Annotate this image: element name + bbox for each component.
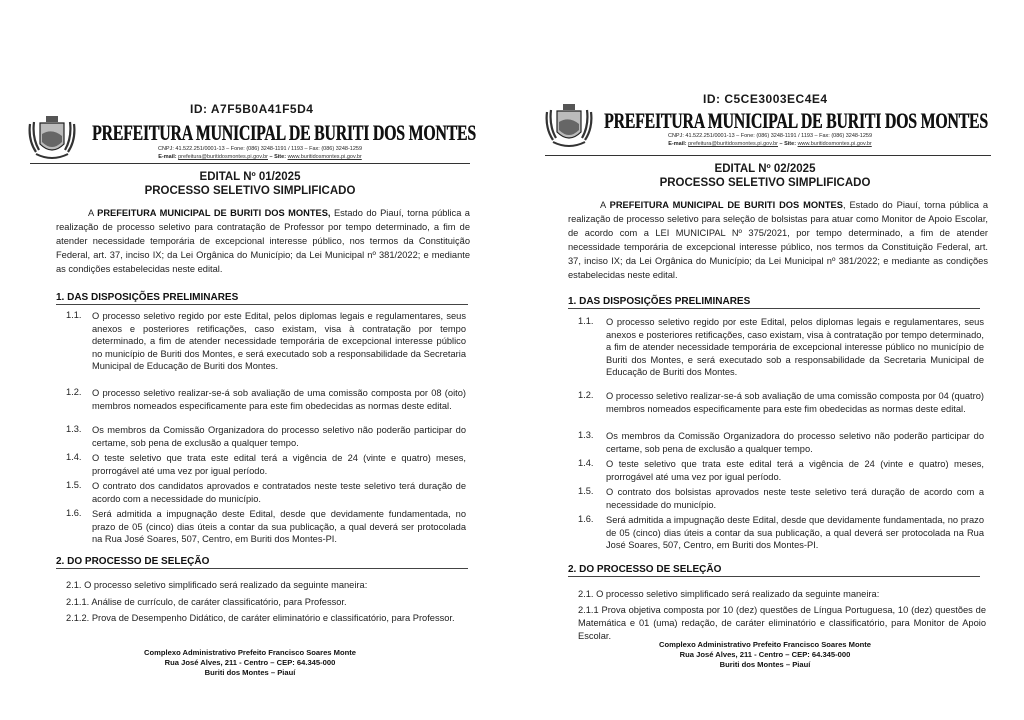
item-text: O contrato dos bolsistas aprovados neste teste seletivo terá duração de acordo com a necessidade do município. [606,487,984,510]
item-number: 1.6. [66,508,82,518]
intro-lead: A [88,208,98,218]
edital-subtitle: PROCESSO SELETIVO SIMPLIFICADO [144,185,356,197]
section-2-heading: 2. DO PROCESSO DE SELEÇÃO [568,564,980,577]
email-label: E-mail: [158,154,177,160]
site-label: – Site: [269,154,287,160]
site-link[interactable]: www.buritidosmontes.pi.gov.br [797,141,872,147]
intro-lead: A [600,200,610,210]
intro-rest: Estado do Piauí, torna pública a realização de processo seletivo para contratação de Professor por tempo determinado, a fim de atender necessidade temporária de excepcional interesse público, nos termos da Constituição Federal, art. 37, inciso IX; da Lei Orgânica do Município; da Lei Municipal nº 381/2022; e mediante as condições estabelecidas neste edital. [56,208,470,274]
section-2-heading: 2. DO PROCESSO DE SELEÇÃO [56,556,468,569]
email-link[interactable]: prefeitura@buritidosmontes.pi.gov.br [688,141,778,147]
item-text: Será admitida a impugnação deste Edital, desde que devidamente fundamentada, no prazo de 05 (cinco) dias úteis a contar da sua publicação, a qual deverá ser protocolada na Rua José Soares, 507, Centro, em Buriti dos Montes-PI. [606,515,984,551]
site-link[interactable]: www.buritidosmontes.pi.gov.br [287,154,362,160]
intro-bold: PREFEITURA MUNICIPAL DE BURITI DOS MONTES, [97,208,331,218]
email-site-line [630,141,910,147]
item-text: O teste seletivo que trata este edital terá a vigência de 24 (vinte e quatro) meses, prorrogável até uma vez por igual período. [606,459,984,482]
edital-subtitle: PROCESSO SELETIVO SIMPLIFICADO [659,177,871,189]
item-number: 1.3. [66,424,82,434]
footer-line: Rua José Alves, 211 - Centro – CEP: 64.345-000 [679,650,851,659]
item-text: O contrato dos candidatos aprovados e contratados neste teste seletivo terá duração de acordo com a necessidade do município. [92,481,466,504]
item-number: 1.6. [578,514,594,524]
edital-number: EDITAL Nº 01/2025 [199,171,301,183]
document-id: ID: A7F5B0A41F5D4 [190,102,314,116]
edital-number: EDITAL Nº 02/2025 [714,163,816,175]
item-text: O teste seletivo que trata este edital terá a vigência de 24 (vinte e quatro) meses, prorrogável até uma vez por igual período. [92,453,466,476]
item-text: Os membros da Comissão Organizadora do processo seletivo não poderão participar do certame, sob pena de exclusão a qualquer tempo. [606,431,984,454]
header-divider [545,155,991,156]
footer-line: Complexo Administrativo Prefeito Francisco Soares Monte [144,648,356,657]
item-number: 1.1. [578,316,594,326]
intro-paragraph [568,198,988,282]
item-number: 1.5. [578,486,594,496]
selection-item: 2.1.1. Análise de currículo, de caráter classificatório, para Professor. [66,597,347,607]
organization-title: PREFEITURA MUNICIPAL DE BURITI DOS MONTES [92,120,476,145]
item-text: Será admitida a impugnação deste Edital, desde que devidamente fundamentada, no prazo de 05 (cinco) dias úteis a contar da sua publicação, a qual deverá ser protocolada na Rua José Soares, 507, Centro, em Buriti dos Montes-PI. [92,509,466,545]
site-label: – Site: [779,141,797,147]
email-label: E-mail: [668,141,687,147]
item-number: 1.2. [578,390,594,400]
item-number: 1.3. [578,430,594,440]
contact-line: CNPJ: 41.522.251/0001-13 – Fone: (086) 3248-1191 / 1193 – Fax: (086) 3248-1259 [157,146,363,152]
footer-line: Complexo Administrativo Prefeito Francisco Soares Monte [659,640,871,649]
municipal-coat-of-arms-logo [543,102,595,155]
item-text: O processo seletivo regido por este Edital, pelos diplomas legais e regulamentares, seus anexos e posteriores retificações, caso existam, visa à contratação por tempo determinado, a fim de atender necessidade temporária de excepcional interesse público no município de Buriti dos Montes, e será executado sob a responsabilidade da Secretaria Municipal de Educação de Buriti dos Montes. [92,311,466,372]
item-number: 1.2. [66,387,82,397]
email-link[interactable]: prefeitura@buritidosmontes.pi.gov.br [178,154,268,160]
organization-title: PREFEITURA MUNICIPAL DE BURITI DOS MONTES [604,108,988,133]
section-1-heading: 1. DAS DISPOSIÇÕES PRELIMINARES [56,292,468,305]
document-id: ID: C5CE3003EC4E4 [703,92,828,106]
item-number: 1.4. [578,458,594,468]
item-number: 1.4. [66,452,82,462]
section-1-heading: 1. DAS DISPOSIÇÕES PRELIMINARES [568,296,980,309]
selection-item: 2.1. O processo seletivo simplificado será realizado da seguinte maneira: [66,580,368,590]
selection-item: 2.1. O processo seletivo simplificado será realizado da seguinte maneira: [578,589,880,599]
selection-item: 2.1.1 Prova objetiva composta por 10 (dez) questões de Língua Portuguesa, 10 (dez) questões de Matemática e 01 (uma) redação, de caráter eliminatório e classificatório, para Monitor de Apoio Escolar. [578,605,986,641]
footer-line: Buriti dos Montes – Piauí [719,660,811,669]
footer-line: Rua José Alves, 211 - Centro – CEP: 64.345-000 [164,658,336,667]
item-text: O processo seletivo regido por este Edital, pelos diplomas legais e regulamentares, seus anexos e posteriores retificações, caso existam, visa à contratação por tempo determinado, a fim de atender necessidade temporária de excepcional interesse público no município de Buriti dos Montes, e será executado sob a responsabilidade da Secretaria Municipal de Educação de Buriti dos Montes. [606,317,984,378]
intro-rest: , Estado do Piauí, torna pública a realização de processo seletivo para seleção de bolsistas para atuar como Monitor de Apoio Escolar, de acordo com a LEI MUNICIPAL Nº 375/2021, por tempo determinado, a fim de atender necessidade temporária de excepcional interesse público, nos termos da Constituição Federal, art. 37, inciso IX; da Lei Orgânica do Município; da Lei Municipal nº 381/2022; e mediante as condições estabelecidas neste edital. [568,200,989,280]
item-number: 1.1. [66,310,82,320]
item-text: O processo seletivo realizar-se-á sob avaliação de uma comissão composta por 04 (quatro) membros nomeados especificamente para este fim obedecidas as normas deste edital. [606,391,984,414]
item-number: 1.5. [66,480,82,490]
footer-line: Buriti dos Montes – Piauí [204,668,296,677]
contact-line: CNPJ: 41.522.251/0001-13 – Fone: (086) 3248-1191 / 1193 – Fax: (086) 3248-1259 [667,133,873,139]
item-text: Os membros da Comissão Organizadora do processo seletivo não poderão participar do certame, sob pena de exclusão a qualquer tempo. [92,425,466,448]
item-text: O processo seletivo realizar-se-á sob avaliação de uma comissão composta por 08 (oito) membros nomeados especificamente para este fim obedecidas as normas deste edital. [92,388,466,411]
selection-item: 2.1.2. Prova de Desempenho Didático, de caráter eliminatório e classificatório, para Professor. [66,613,455,623]
intro-bold: PREFEITURA MUNICIPAL DE BURITI DOS MONTES [609,200,843,210]
